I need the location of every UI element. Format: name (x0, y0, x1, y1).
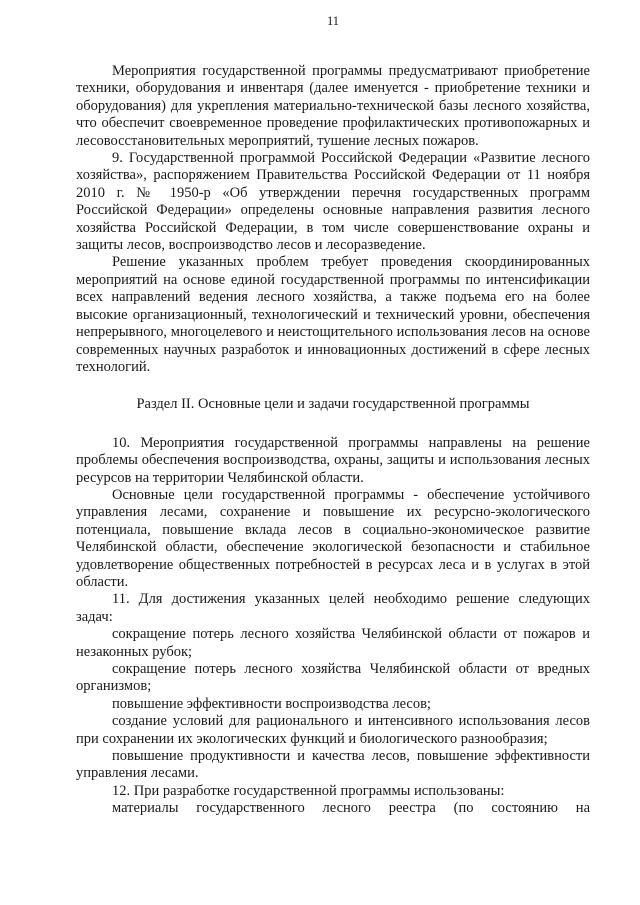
paragraph-10: 10. Мероприятия государственной программы направлены на решение проблемы обеспечения воспроизводства, охраны, защиты и использования лесных ресурсов на территории Челябинской области. (76, 434, 590, 486)
page-number: 11 (326, 14, 340, 28)
paragraph-problem-solution: Решение указанных проблем требует проведения скоординированных мероприятий на основе единой государственной программы по интенсификации всех направлений ведения лесного хозяйства, а также подъема его на более высокие организационный, технологический и технический уровни, обеспечения непрерывного, многоцелевого и неистощительного использования лесов на основе современных научных разработок и инновационных достижений в сфере лесных технологий. (76, 254, 590, 375)
task-item-pests: сокращение потерь лесного хозяйства Челябинской области от вредных организмов; (76, 661, 590, 695)
paragraph-12: 12. При разработке государственной программы использованы: (112, 782, 505, 799)
paragraph-main-goals: Основные цели государственной программы - обеспечение устойчивого управления лесами, сохранение и повышение их ресурсно-экологического потенциала, повышение вклада лесов в социально-экономическое развитие Челябинской области, обеспечение экологической безопасности и стабильное удовлетворение общественных потребностей в ресурсах леса и в услугах в этой области. (76, 486, 590, 590)
section-title: Раздел II. Основные цели и задачи государственной программы (136, 396, 530, 413)
paragraph-11: 11. Для достижения указанных целей необходимо решение следующих задач: (76, 591, 590, 625)
document-page (76, 0, 590, 905)
paragraph-equipment: Мероприятия государственной программы предусматривают приобретение техники, оборудования и инвентаря (далее именуется - приобретение техники и оборудования) для укрепления материально-технической базы лесного хозяйства, что обеспечит своевременное проведение профилактических противопожарных и лесовосстановительных мероприятий, тушение лесных пожаров. (76, 63, 590, 149)
task-item-fires: сокращение потерь лесного хозяйства Челябинской области от пожаров и незаконных рубок; (76, 626, 590, 660)
task-item-productivity: повышение продуктивности и качества лесов, повышение эффективности управления лесами. (76, 748, 590, 782)
paragraph-9: 9. Государственной программой Российской Федерации «Развитие лесного хозяйства», распоряжением Правительства Российской Федерации от 11 ноября 2010 г. № 1950-р «Об утверждении перечня государственных программ Российской Федерации» определены основные направления развития лесного хозяйства Российской Федерации, в том числе совершенствование охраны и защиты лесов, воспроизводство лесов и лесоразведение. (76, 150, 590, 254)
document-body (76, 63, 590, 818)
task-item-reproduction: повышение эффективности воспроизводства лесов; (112, 695, 431, 712)
task-item-rational-use: создание условий для рационального и интенсивного использования лесов при сохранении их экологических функций и биологического разнообразия; (76, 713, 590, 747)
source-item-forest-registry: материалы государственного лесного реестра (по состоянию на (112, 800, 590, 817)
